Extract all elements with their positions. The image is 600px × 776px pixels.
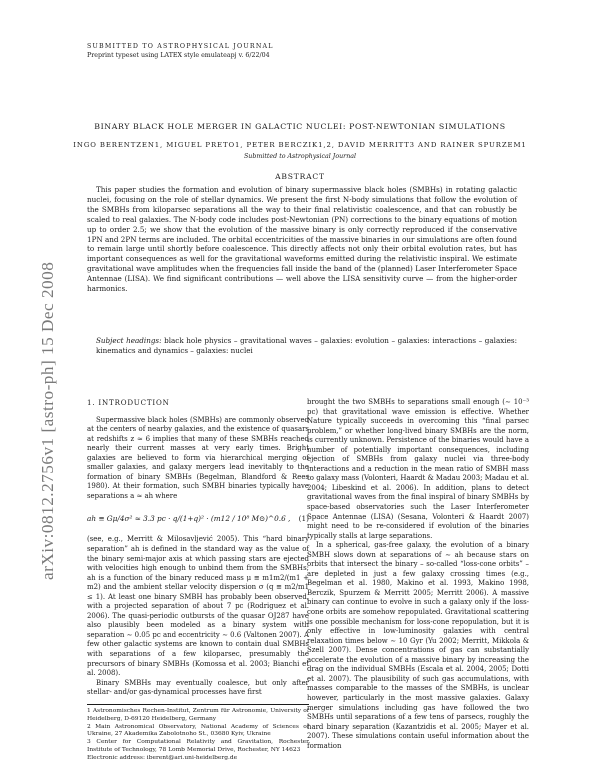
submitted-note: Submitted to Astrophysical Journal	[243, 153, 357, 160]
page-header	[87, 42, 274, 60]
journal-line: SUBMITTED TO ASTROPHYSICAL JOURNAL	[87, 43, 274, 50]
footnotes	[87, 704, 309, 763]
equation-number: (1)	[298, 513, 309, 523]
footnote: 3 Center for Computational Relativity and Gravitation, Rochester Institute of Technology, 78 Lomb Memorial Drive, Rochester, NY 14623	[87, 739, 309, 754]
equation-body: ah ≡ Gμ/4σ² ≈ 3.3 pc · q/(1+q)² · (m12 / 10⁸ M⊙)^0.6 ,	[87, 513, 291, 523]
arxiv-stamp	[13, 160, 57, 580]
right-column	[307, 398, 529, 751]
abstract-heading: ABSTRACT	[275, 172, 325, 181]
intro-paragraph-3: Binary SMBHs may eventually coalesce, but only after stellar- and/or gas-dynamical processes have first	[87, 678, 309, 697]
paper-title: BINARY BLACK HOLE MERGER IN GALACTIC NUCLEI: POST-NEWTONIAN SIMULATIONS	[94, 122, 506, 131]
intro-paragraph-2: (see, e.g., Merritt & Milosavljević 2005). This “hard binary separation” ah is defined in the standard way as the value of the binary semi-major axis at which passing stars are ejected with velocities high enough to unbind them from the SMBHs; ah is a function of the binary reduced mass μ ≡ m1m2/(m1 + m2) and the ambient stellar velocity dispersion σ (q ≡ m2/m1 ≤ 1). At least one binary SMBH has probably been observed, with a projected separation of about 7 pc (Rodriguez et al. 2006). The quasi-periodic outbursts of the quasar OJ287 have also plausibly been modeled as a binary system with separation ∼ 0.05 pc and eccentricity ∼ 0.6 (Valtonen 2007). A few other galactic systems are known to contain dual SMBHs with separations of a few kiloparsec, presumably the precursors of binary SMBHs (Komossa et al. 2003; Bianchi et al. 2008).	[87, 535, 309, 678]
abstract-text: This paper studies the formation and evolution of binary supermassive black holes (SMBHs) in rotating galactic nuclei, focusing on the role of stellar dynamics. We present the first N-body simulations that follow the evolution of the SMBHs from kiloparsec separations all the way to their final relativistic coalescence, and that can robustly be scaled to real galaxies. The N-body code includes post-Newtonian (PN) corrections to the binary equations of motion up to order 2.5; we show that the evolution of the massive binary is only correctly reproduced if the conservative 1PN and 2PN terms are included. The orbital eccentricities of the massive binaries in our simulations are often found to remain large until shortly before coalescence. This directly affects not only their orbital evolution rates, but has important consequences as well for the gravitational waveforms emitted during the relativistic inspiral. We estimate gravitational wave amplitudes when the frequencies fall inside the band of the (planned) Laser Interferometer Space Antennae (LISA). We find significant contributions — well above the LISA sensitivity curve — from the higher-order harmonics.	[87, 185, 517, 294]
preprint-line: Preprint typeset using LATEX style emulateapj v. 6/22/04	[87, 52, 270, 59]
left-column	[87, 398, 309, 763]
author-list: INGO BERENTZEN1, MIGUEL PRETO1, PETER BERCZIK1,2, DAVID MERRITT3 AND RAINER SPURZEM1	[73, 141, 527, 149]
intro-paragraph-5: In a spherical, gas-free galaxy, the evolution of a binary SMBH slows down at separations of ∼ ah because stars on orbits that intersect the binary – so-called “loss-cone orbits” – are depleted in just a few galaxy crossing times (e.g., Begelman et al. 1980, Makino et al. 1993, Makino 1998, Berczik, Spurzem & Merritt 2005; Merritt 2006). A massive binary can continue to evolve in such a galaxy only if the loss-cone orbits are somehow repopulated. Gravitational scattering is one possible mechanism for loss-cone repopulation, but it is only effective in low-luminosity galaxies with central relaxation times below ∼ 10 Gyr (Yu 2002; Merritt, Mikkola & Szell 2007). Dense concentrations of gas can substantially accelerate the evolution of a massive binary by increasing the drag on the individual SMBHs (Escala et al. 2004, 2005; Dotti et al. 2007). The plausibility of such gas accumulations, with masses comparable to the masses of the SMBHs, is unclear however, particularly in the most massive galaxies. Galaxy merger simulations including gas have followed the two SMBHs until separations of a few tens of parsecs, roughly the hard binary separation (Kazantzidis et al. 2005; Mayer et al. 2007). These simulations contain useful information about the formation	[307, 541, 529, 750]
equation-1	[87, 504, 309, 532]
arxiv-id: arXiv:0812.2756v1 [astro-ph] 15 Dec 2008	[38, 261, 57, 580]
email-footnote: Electronic address: iberent@ari.uni-heidelberg.de	[87, 755, 238, 762]
keywords-label: Subject headings:	[96, 336, 162, 345]
intro-paragraph-4: brought the two SMBHs to separations small enough (∼ 10⁻³ pc) that gravitational wave emission is effective. Whether Nature typically succeeds in overcoming this “final parsec problem,” or whether long-lived binary SMBHs are the norm, is currently unknown. Persistence of the binaries would have a number of potentially important consequences, including ejection of SMBHs from galaxy nuclei via three-body interactions and a reduction in the mean ratio of SMBH mass to galaxy mass (Volonteri, Haardt & Madau 2003; Madau et al. 2004; Libeskind et al. 2006). In addition, plans to detect gravitational waves from the final inspiral of binary SMBHs by space-based observatories such the Laser Interferometer Space Antennae (LISA) (Sesana, Volonteri & Haardt 2007) might need to be re-considered if evolution of the binaries typically stalls at large separations.	[307, 398, 529, 540]
keywords-text: black hole physics – gravitational waves – galaxies: evolution – galaxies: interactions – galaxies: kinematics and dynamics – galaxies: nuclei	[96, 336, 517, 355]
intro-paragraph-1: Supermassive black holes (SMBHs) are commonly observed at the centers of nearby galaxies, and the existence of quasars at redshifts z ≈ 6 implies that many of these SMBHs reached nearly their current masses at very early times. Bright galaxies are believed to form via hierarchical merging of smaller galaxies, and galaxy mergers lead inevitably to the formation of binary SMBHs (Begelman, Blandford & Rees 1980). At their formation, such SMBH binaries typically have separations a ≈ ah where	[87, 415, 309, 500]
section-heading: 1. INTRODUCTION	[87, 398, 170, 407]
subject-headings	[87, 336, 517, 356]
footnote: 1 Astronomisches Rechen-Institut, Zentrum für Astronomie, University of Heidelberg, D-69120 Heidelberg, Germany	[87, 707, 309, 722]
footnote: 2 Main Astronomical Observatory, National Academy of Sciences of Ukraine, 27 Akademika Zabolotnoho St., 03680 Kyiv, Ukraine	[87, 723, 309, 738]
